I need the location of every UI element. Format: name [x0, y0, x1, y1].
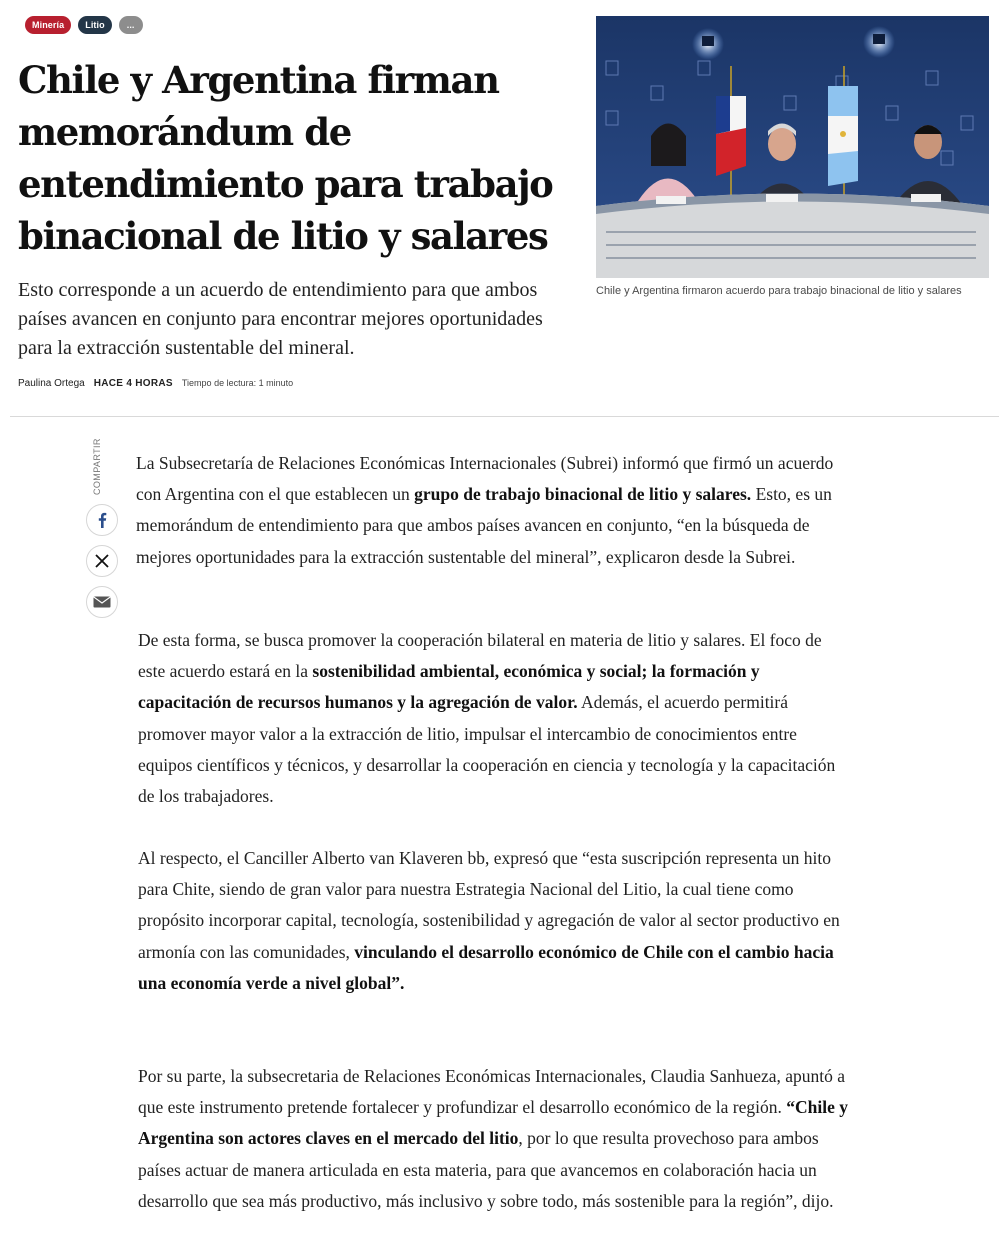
emphasis-text: sostenibilidad ambiental, económica y social; la formación y capacitación de recursos humanos y la agregación de valor. [138, 661, 760, 713]
emphasis-text: “Chile y Argentina son actores claves en el mercado del litio [138, 1097, 848, 1149]
share-facebook-button[interactable] [86, 504, 118, 536]
header-divider [10, 416, 999, 417]
article-paragraph [138, 1061, 850, 1217]
tag-mineria[interactable]: Minería [25, 16, 71, 34]
reading-time: Tiempo de lectura: 1 minuto [181, 378, 294, 388]
article-paragraph [138, 625, 850, 812]
tag-list [25, 16, 143, 34]
emphasis-text: grupo de trabajo binacional de litio y salares. [414, 484, 752, 505]
facebook-icon [95, 512, 109, 528]
body-text: De esta forma, se busca promover la cooperación bilateral en materia de litio y salares. El foco de este acuerdo estará en la [138, 630, 822, 682]
share-label: COMPARTIR [92, 438, 102, 495]
body-text: Esto, es un memorándum de entendimiento para que ambos países avancen en conjunto, “en la búsqueda de mejores oportunidades para la extracción sustentable del mineral”, explicaron desde la Subrei. [136, 484, 832, 567]
tag-litio[interactable]: Litio [78, 16, 112, 34]
publish-time: HACE 4 HORAS [93, 378, 173, 389]
tag-more-button[interactable]: ... [119, 16, 143, 34]
photo-caption: Chile y Argentina firmaron acuerdo para trabajo binacional de litio y salares [596, 285, 962, 297]
emphasis-text: vinculando el desarrollo económico de Chile con el cambio hacia una economía verde a nivel global”. [138, 941, 834, 993]
press-conference-image [596, 16, 989, 278]
body-text: Por su parte, la subsecretaria de Relaciones Económicas Internacionales, Claudia Sanhueza, apuntó a que este instrumento pretende fortalecer y profundizar el desarrollo económico de la región. [138, 1066, 846, 1118]
body-text: Al respecto, el Canciller Alberto van Klaveren bb, expresó que “esta suscripción representa un hito para Chite, siendo de gran valor para nuestra Estrategia Nacional del Litio, la cual tiene como propósito incorporar capital, tecnología, sostenibilidad y agregación de valor al sector productivo en armonía con las comunidades, [138, 848, 840, 962]
author-link[interactable]: Paulina Ortega [18, 378, 85, 389]
share-x-button[interactable] [86, 545, 118, 577]
body-text: , por lo que resulta provechoso para ambos países actuar de manera articulada en esta materia, para que avancemos en colaboración hacia un desarrollo que sea más productivo, más inclusivo y sobre todo, más sostenible para la región”, dijo. [138, 1128, 834, 1211]
x-icon [95, 554, 109, 568]
article-headline: Chile y Argentina firman memorándum de entendimiento para trabajo binacional de litio y salares [18, 58, 553, 258]
body-text: Además, el acuerdo permitirá promover mayor valor a la extracción de litio, impulsar el intercambio de conocimientos entre equipos científicos y técnicos, y desarrollar la cooperación en ciencia y tecnología y la capacitación de los trabajadores. [138, 692, 836, 807]
article-paragraph [136, 448, 836, 573]
article-photo[interactable] [596, 16, 989, 278]
mail-icon [93, 596, 111, 608]
byline [18, 378, 293, 389]
share-mail-button[interactable] [86, 586, 118, 618]
article-dek: Esto corresponde a un acuerdo de entendimiento para que ambos países avancen en conjunto para encontrar mejores oportunidades para la extracción sustentable del mineral. [18, 279, 543, 359]
body-text: La Subsecretaría de Relaciones Económicas Internacionales (Subrei) informó que firmó un acuerdo con Argentina con el que establecen un [136, 453, 834, 505]
article-paragraph [138, 843, 850, 999]
